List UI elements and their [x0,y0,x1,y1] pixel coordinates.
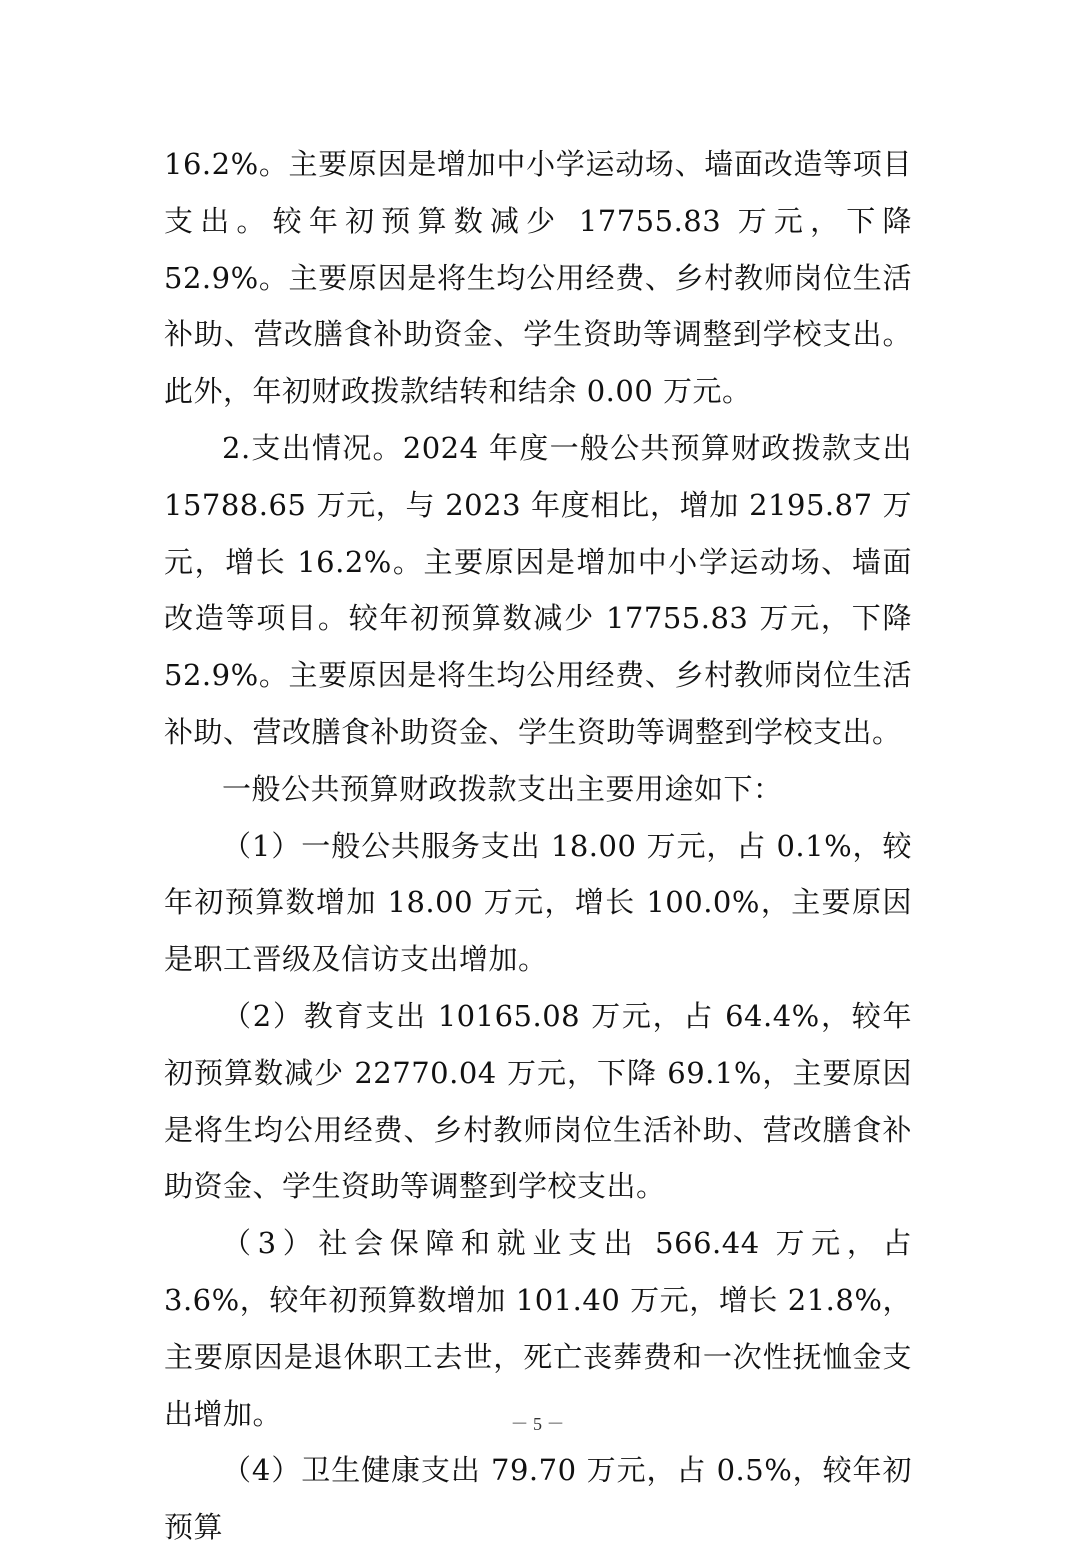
paragraph-item-education: （2）教育支出 10165.08 万元，占 64.4%，较年初预算数减少 22770.04 万元，下降 69.1%，主要原因是将生均公用经费、乡村教师岗位生活补助、营改膳食补助资金、学生资助等调整到学校支出。 [164,998,912,1204]
page-number: － 5 － [510,1414,565,1434]
document-body [164,136,912,1556]
paragraph-continued-income: 16.2%。主要原因是增加中小学运动场、墙面改造等项目支出。较年初预算数减少 17755.83 万元，下降 52.9%。主要原因是将生均公用经费、乡村教师岗位生活补助、营改膳食补助资金、学生资助等调整到学校支出。此外，年初财政拨款结转和结余 0.00 万元。 [164,147,912,409]
paragraph-item-social-security: （3）社会保障和就业支出 566.44 万元，占 3.6%，较年初预算数增加 101.40 万元，增长 21.8%，主要原因是退休职工去世，死亡丧葬费和一次性抚恤金支出增加。 [164,1226,912,1431]
paragraph-expenditure-overview: 2.支出情况。2024 年度一般公共预算财政拨款支出 15788.65 万元，与 2023 年度相比，增加 2195.87 万元，增长 16.2%。主要原因是增加中小学运动场、墙面改造等项目。较年初预算数减少 17755.83 万元，下降 52.9%。主要原因是将生均公用经费、乡村教师岗位生活补助、营改膳食补助资金、学生资助等调整到学校支出。 [164,430,912,749]
paragraph-usage-intro: 一般公共预算财政拨款支出主要用途如下： [222,771,783,806]
paragraph-item-health: （4）卫生健康支出 79.70 万元，占 0.5%，较年初预算 [164,1453,912,1545]
paragraph-item-general-public-services: （1）一般公共服务支出 18.00 万元，占 0.1%，较年初预算数增加 18.00 万元，增长 100.0%，主要原因是职工晋级及信访支出增加。 [164,828,912,977]
